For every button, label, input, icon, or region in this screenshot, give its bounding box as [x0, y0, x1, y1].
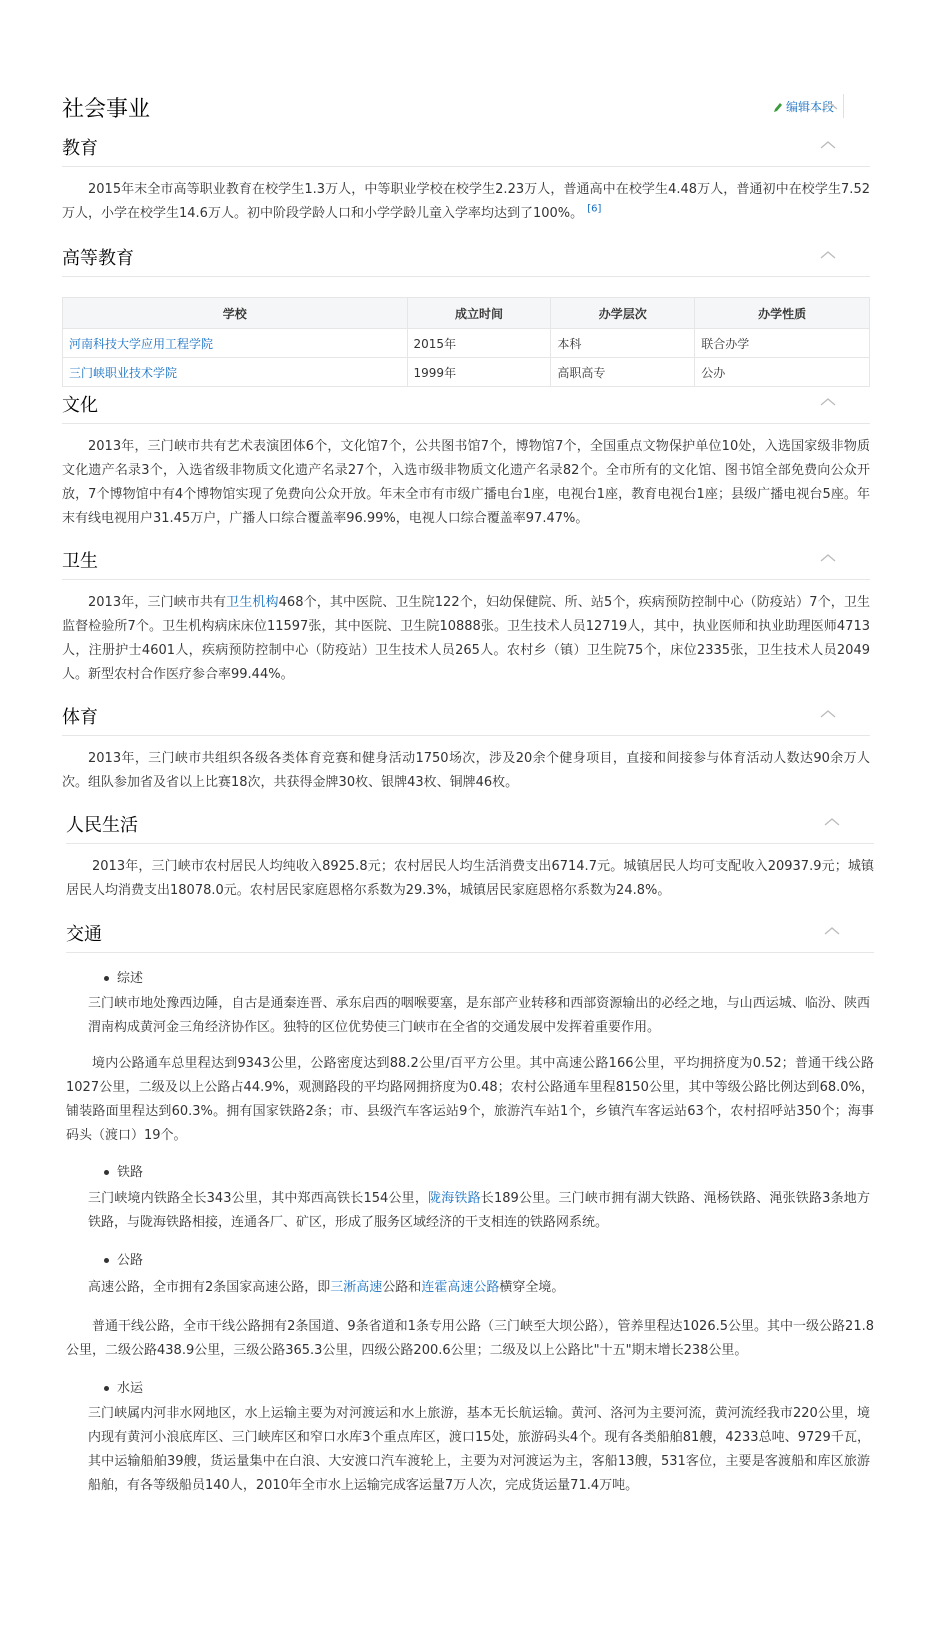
- section-title: 文化: [62, 395, 98, 416]
- sanxi-expressway-link[interactable]: 三淅高速: [330, 1280, 383, 1295]
- bullet-dot-icon: [104, 1258, 109, 1263]
- section-header-higher-education: [62, 242, 870, 277]
- collapse-chevron-icon[interactable]: [820, 250, 836, 260]
- type-cell: 联合办学: [695, 329, 870, 358]
- collapse-chevron-icon[interactable]: [820, 553, 836, 563]
- collapse-chevron-icon[interactable]: [820, 397, 836, 407]
- railway-paragraph: 三门峡境内铁路全长343公里，其中郑西高铁长154公里，陇海铁路长189公里。三门峡市拥有湖大铁路、渑杨铁路、渑张铁路3条地方铁路，与陇海铁路相接，连通各厂、矿区，形成了服务区域经济的干支相连的铁路网系统。: [88, 1191, 870, 1230]
- section-title: 交通: [66, 924, 102, 945]
- reference-link[interactable]: [6]: [587, 203, 602, 215]
- type-cell: 公办: [695, 358, 870, 387]
- collapse-chevron-icon[interactable]: [820, 140, 836, 150]
- waterway-paragraph: 三门峡属内河非水网地区，水上运输主要为对河渡运和水上旅游，基本无长航运输。黄河、洛河为主要河流，黄河流经我市220公里，境内现有黄河小浪底库区、三门峡库区和窄口水库3个重点库区，渡口15处，旅游码头4个。现有各类船舶81艘，4233总吨、9729千瓦，其中运输船舶39艘，货运量集中在白浪、大安渡口汽车渡轮上，主要为对河渡运为主，客船13艘，531客位，主要是客渡船和库区旅游船舶，有各等级船员140人，2010年全市水上运输完成客运量7万人次，完成货运量71.4万吨。: [88, 1406, 870, 1493]
- table-row: [63, 358, 870, 387]
- section-title: 教育: [62, 138, 98, 159]
- school-link[interactable]: 河南科技大学应用工程学院: [69, 336, 214, 351]
- lianhuo-expressway-link[interactable]: 连霍高速公路: [421, 1280, 500, 1295]
- bullet-railway: 铁路: [104, 1161, 143, 1180]
- column-header: 学校: [63, 298, 408, 329]
- level-cell: 高职高专: [551, 358, 695, 387]
- bullet-overview: 综述: [104, 967, 143, 986]
- column-header: 办学性质: [695, 298, 870, 329]
- section-title: 高等教育: [62, 248, 134, 269]
- section-header-health: [62, 545, 870, 580]
- section-header-sports: [62, 701, 870, 736]
- level-cell: 本科: [551, 329, 695, 358]
- collapse-chevron-icon[interactable]: [824, 926, 840, 936]
- section-header-transport: [66, 918, 874, 953]
- year-cell: 2015年: [407, 329, 551, 358]
- section-title: 卫生: [62, 551, 98, 572]
- culture-paragraph: 2013年，三门峡市共有艺术表演团体6个，文化馆7个，公共图书馆7个，博物馆7个，全国重点文物保护单位10处，入选国家级非物质文化遗产名录3个，入选省级非物质文化遗产名录27个，入选市级非物质文化遗产名录82个。全市所有的文化馆、图书馆全部免费向公众开放，7个博物馆中有4个博物馆实现了免费向公众开放。年末全市有市级广播电台1座，电视台1座，教育电视台1座；县级广播电视台5座。年末有线电视用户31.45万户，广播人口综合覆盖率96.99%，电视人口综合覆盖率97.47%。: [62, 439, 870, 526]
- table-row: [63, 329, 870, 358]
- collapse-chevron-icon[interactable]: [824, 817, 840, 827]
- school-cell: [63, 329, 408, 358]
- school-cell: [63, 358, 408, 387]
- section-header-education: [62, 132, 870, 167]
- health-institution-link[interactable]: 卫生机构: [226, 595, 279, 610]
- section-header-living: [66, 809, 874, 844]
- longhai-railway-link[interactable]: 陇海铁路: [428, 1191, 481, 1206]
- bullet-dot-icon: [104, 1386, 109, 1391]
- bullet-dot-icon: [104, 976, 109, 981]
- collapse-chevron-icon[interactable]: [820, 709, 836, 719]
- pencil-icon: [773, 101, 783, 113]
- column-header: 成立时间: [407, 298, 551, 329]
- transport-roads-paragraph: 境内公路通车总里程达到9343公里，公路密度达到88.2公里/百平方公里。其中高速公路166公里，平均拥挤度为0.52；普通干线公路1027公里，二级及以上公路占44.9%，观测路段的平均路网拥挤度为0.48；农村公路通车里程8150公里，其中等级公路比例达到68.0%，铺装路面里程达到60.3%。拥有国家铁路2条；市、县级汽车客运站9个，旅游汽车站1个，乡镇汽车客运站63个，农村招呼站350个；海事码头（渡口）19个。: [66, 1056, 874, 1143]
- school-link[interactable]: 三门峡职业技术学院: [69, 365, 178, 380]
- living-paragraph: 2013年，三门峡市农村居民人均纯收入8925.8元；农村居民人均生活消费支出6714.7元。城镇居民人均可支配收入20937.9元；城镇居民人均消费支出18078.0元。农村居民家庭恩格尔系数为29.3%，城镇居民家庭恩格尔系数为24.8%。: [66, 859, 874, 898]
- higher-education-table: [62, 297, 870, 387]
- year-cell: 1999年: [407, 358, 551, 387]
- collapse-chevron-icon[interactable]: [822, 101, 838, 111]
- edit-label: 编辑本段: [786, 100, 835, 114]
- table-header-row: [63, 298, 870, 329]
- bullet-highway: 公路: [104, 1249, 143, 1268]
- divider: [843, 94, 844, 118]
- bullet-waterway: 水运: [104, 1377, 143, 1396]
- section-title: 体育: [62, 707, 98, 728]
- education-paragraph: 2015年末全市高等职业教育在校学生1.3万人，中等职业学校在校学生2.23万人，普通高中在校学生4.48万人，普通初中在校学生7.52万人，小学在校学生14.6万人。初中阶段学龄人口和小学学龄儿童入学率均达到了100%。 [6]: [62, 182, 870, 221]
- trunk-road-paragraph: 普通干线公路，全市干线公路拥有2条国道、9条省道和1条专用公路（三门峡至大坝公路），管养里程达1026.5公里。其中一级公路21.8公里，二级公路438.9公里，三级公路365.3公里，四级公路200.6公里；二级及以上公路比"十五"期末增长238公里。: [66, 1319, 874, 1358]
- sports-paragraph: 2013年，三门峡市共组织各级各类体育竞赛和健身活动1750场次，涉及20余个健身项目，直接和间接参与体育活动人数达90余万人次。组队参加省及省以上比赛18次，共获得金牌30枚、银牌43枚、铜牌46枚。: [62, 751, 870, 790]
- health-paragraph: 2013年，三门峡市共有卫生机构468个，其中医院、卫生院122个，妇幼保健院、所、站5个，疾病预防控制中心（防疫站）7个，卫生监督检验所7个。卫生机构病床床位11597张，其中医院、卫生院10888张。卫生技术人员12719人，其中，执业医师和执业助理医师4713人，注册护士4601人，疾病预防控制中心（防疫站）卫生技术人员265人。农村乡（镇）卫生院75个，床位2335张，卫生技术人员2049人。新型农村合作医疗参合率99.44%。: [62, 595, 870, 682]
- transport-overview-paragraph: 三门峡市地处豫西边陲，自古是通秦连晋、承东启西的咽喉要塞，是东部产业转移和西部资源输出的必经之地，与山西运城、临汾、陕西渭南构成黄河金三角经济协作区。独特的区位优势使三门峡市在全省的交通发展中发挥着重要作用。: [88, 996, 870, 1035]
- bullet-dot-icon: [104, 1170, 109, 1175]
- highway-paragraph: 高速公路，全市拥有2条国家高速公路，即三淅高速公路和连霍高速公路横穿全境。: [88, 1280, 565, 1295]
- section-title: 人民生活: [66, 815, 138, 836]
- column-header: 办学层次: [551, 298, 695, 329]
- section-header-culture: [62, 389, 870, 424]
- page-title: 社会事业: [62, 97, 151, 122]
